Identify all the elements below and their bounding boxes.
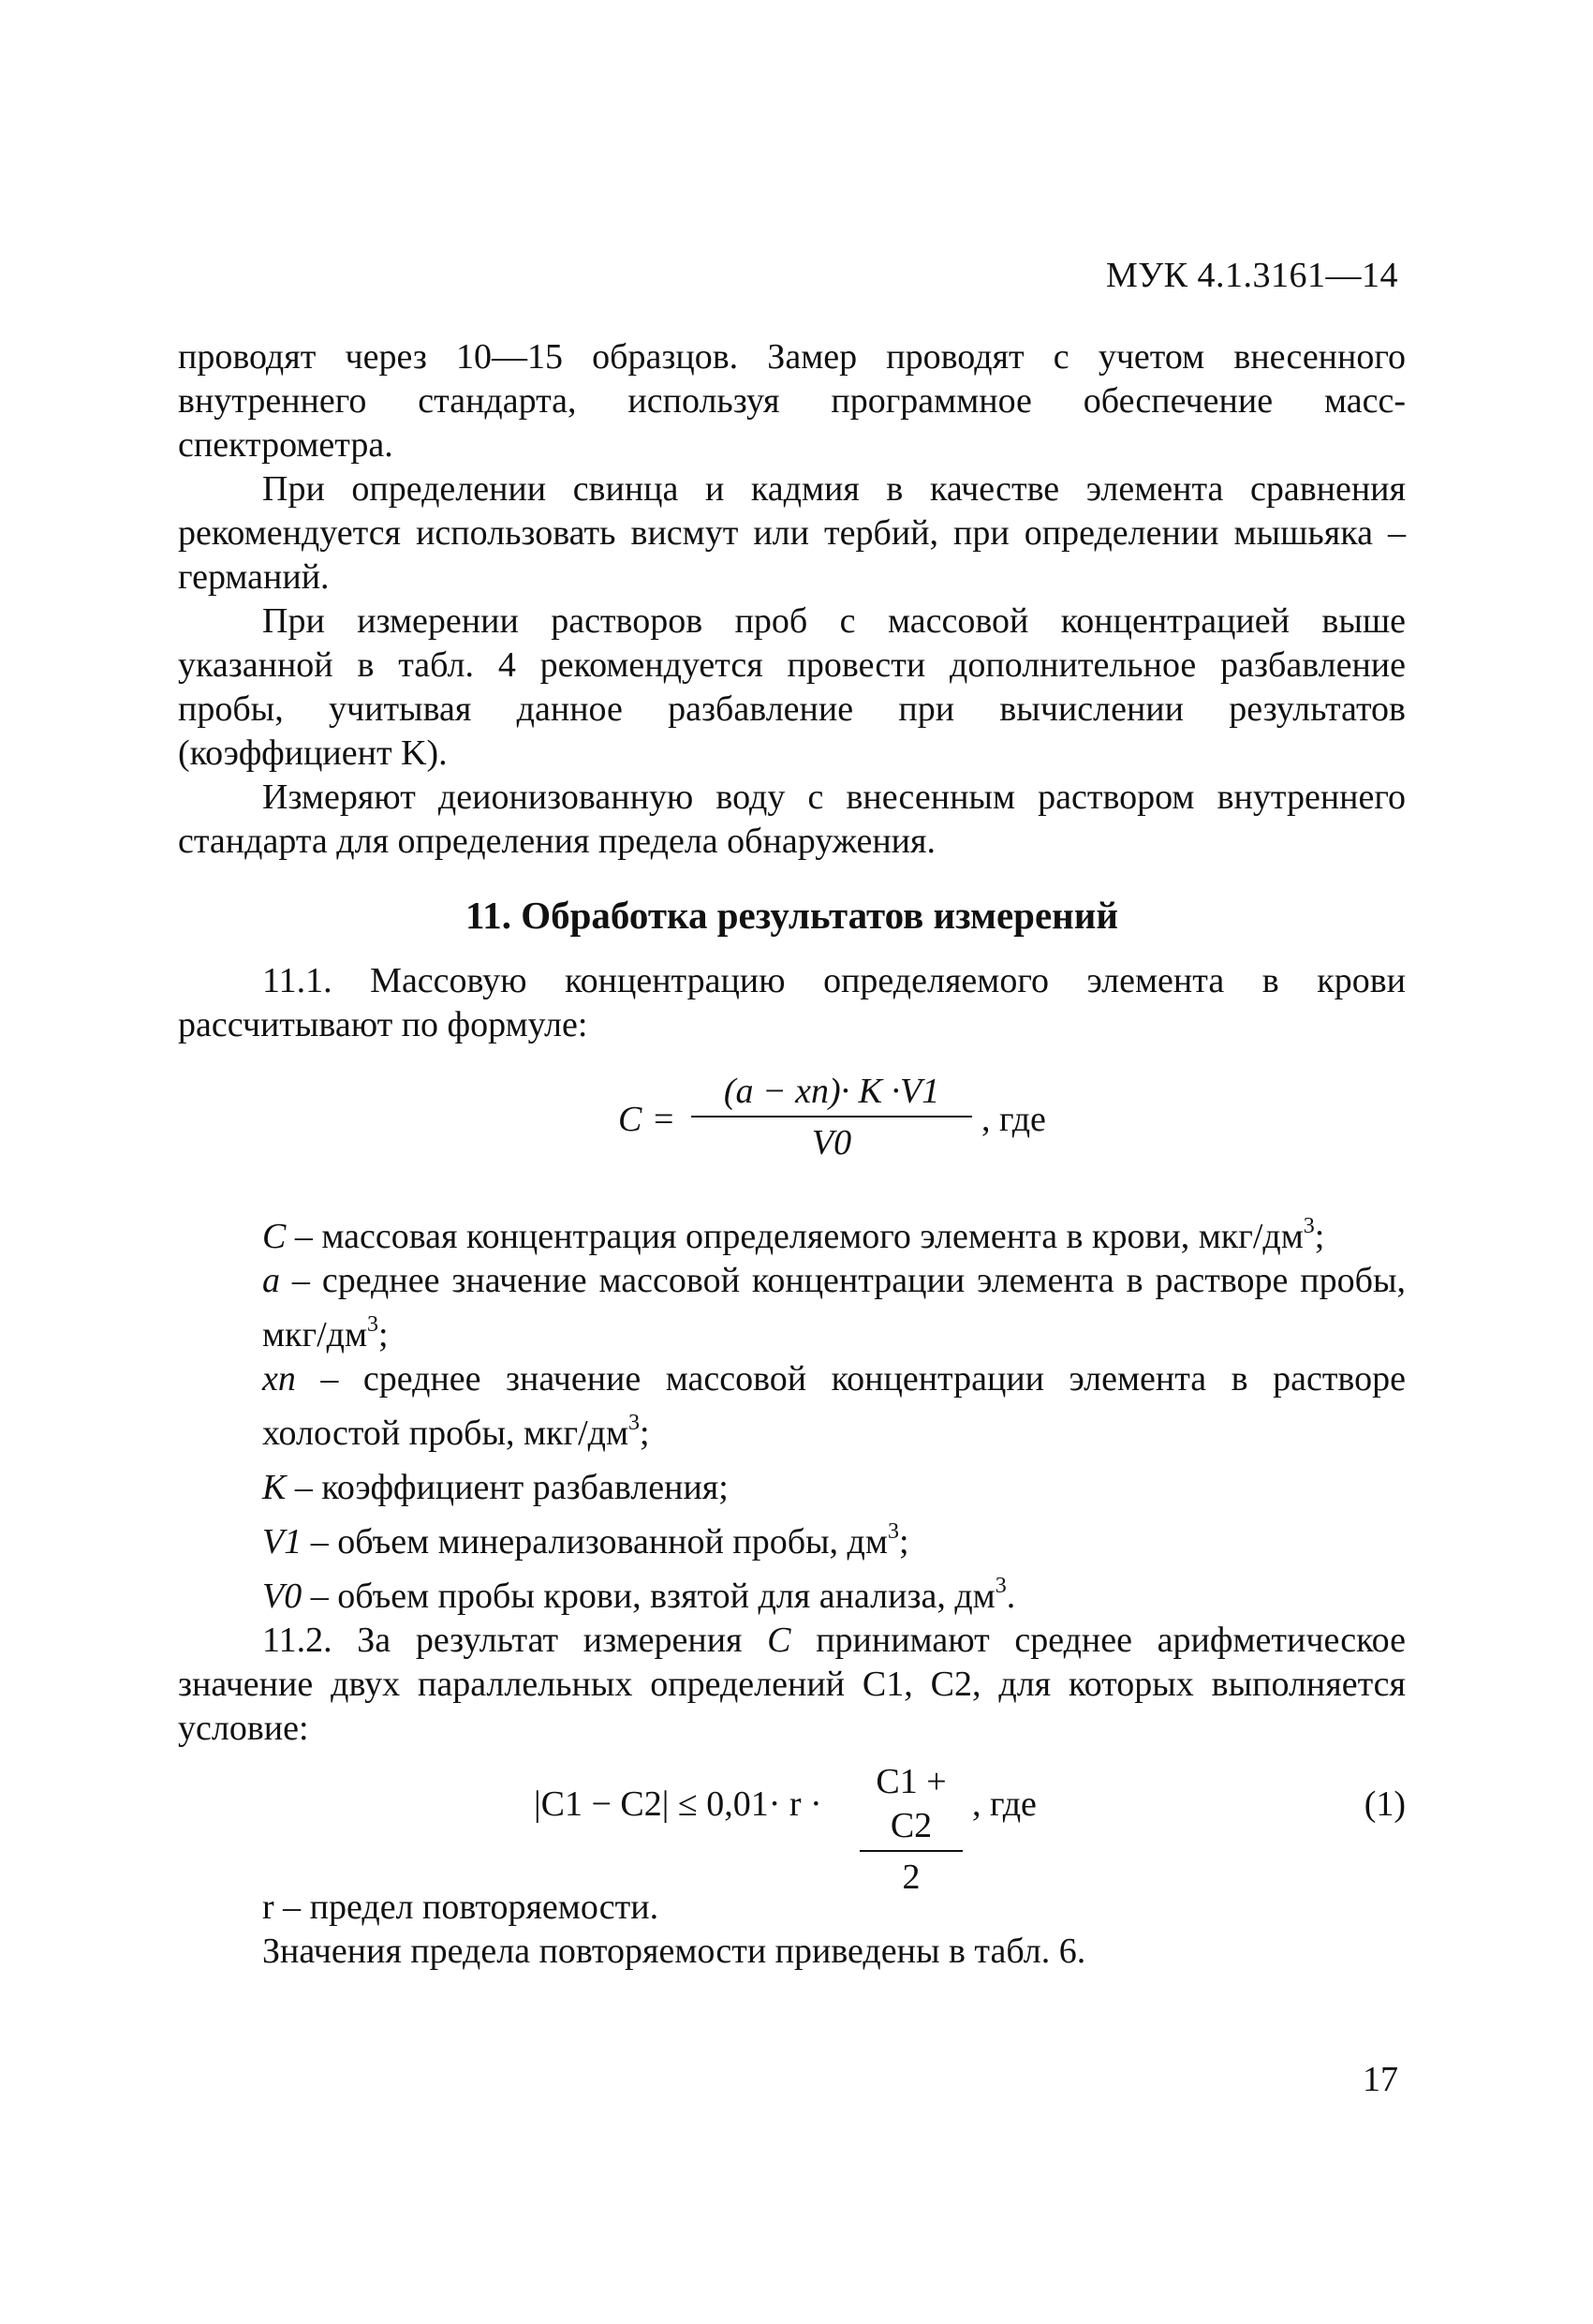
formula2-denominator: 2	[902, 1858, 921, 1897]
clause-11-2: 11.2. За результат измерения C принимают среднее арифметическое значение двух параллельных определений C1, C2, для которых выполняется условие:	[178, 1621, 1406, 1748]
repeatability-condition-formula	[178, 1760, 1406, 1897]
paragraph-reference-elements: При определении свинца и кадмия в качестве элемента сравнения рекомендуется использовать висмут или тербий, при определении мышьяка – германий.	[178, 469, 1406, 597]
formula2-fraction	[860, 1760, 963, 1900]
formula2-numerator: C1 + C2	[876, 1762, 947, 1845]
page-body	[178, 335, 1406, 1974]
definition-item: xn – среднее значение массовой концентрации элемента в растворе холостой пробы, мкг/$дм^3$;	[262, 1359, 1406, 1453]
section-heading: 11. Обработка результатов измерений	[465, 894, 1119, 937]
formula-lhs: C	[618, 1100, 642, 1139]
document-code: МУК 4.1.3161—14	[1105, 256, 1398, 295]
equation-number: (1)	[1364, 1784, 1406, 1824]
formula-equals: =	[654, 1100, 674, 1139]
paragraph-detection-limit: Измеряют деионизованную воду с внесенным раствором внутреннего стандарта для определения предела обнаружения.	[178, 777, 1406, 861]
formula2-where: , где	[972, 1784, 1037, 1824]
definition-item: V1 – объем минерализованной пробы, $дм^3$;	[262, 1519, 909, 1562]
definition-item: a – среднее значение массовой концентрации элемента в растворе пробы, мкг/$дм^3$;	[262, 1261, 1406, 1354]
definitions-list	[178, 1205, 1406, 1619]
formula2-left: |C1 − C2| ≤ 0,01· r ·	[534, 1784, 822, 1824]
formula-denominator: V0	[811, 1123, 852, 1162]
clause-11-1: 11.1. Массовую концентрацию определяемого элемента в крови рассчитывают по формуле:	[178, 961, 1406, 1044]
formula-numerator: (a − xn)· K ·V1	[723, 1072, 940, 1111]
fraction-bar	[860, 1850, 963, 1852]
formula-where: , где	[981, 1100, 1046, 1139]
definition-item: V0 – объем пробы крови, взятой для анализа, $дм^3$.	[262, 1574, 1016, 1616]
paragraph-dilution: При измерении растворов проб с массовой концентрацией выше указанной в табл. 4 рекомендуется провести дополнительное разбавление пробы, учитывая данное разбавление при вычислении результатов (коэффициент K).	[178, 601, 1406, 773]
r-definition: r – предел повторяемости.	[262, 1887, 659, 1927]
formula-fraction	[691, 1053, 972, 1165]
definition-item: K – коэффициент разбавления;	[262, 1468, 729, 1507]
repeatability-reference: Значения предела повторяемости приведены в табл. 6.	[262, 1932, 1086, 1971]
fraction-bar	[691, 1116, 972, 1118]
concentration-formula	[178, 1053, 1406, 1193]
page-number: 17	[1363, 2060, 1398, 2099]
paragraph-continuation: проводят через 10—15 образцов. Замер проводят с учетом внесенного внутреннего стандарта, используя программное обеспечение масс-спектрометра.	[178, 337, 1406, 465]
mean-symbol: C	[767, 1621, 791, 1660]
definition-item: C – массовая концентрация определяемого элемента в крови, мкг/$дм^3$;	[262, 1214, 1325, 1256]
